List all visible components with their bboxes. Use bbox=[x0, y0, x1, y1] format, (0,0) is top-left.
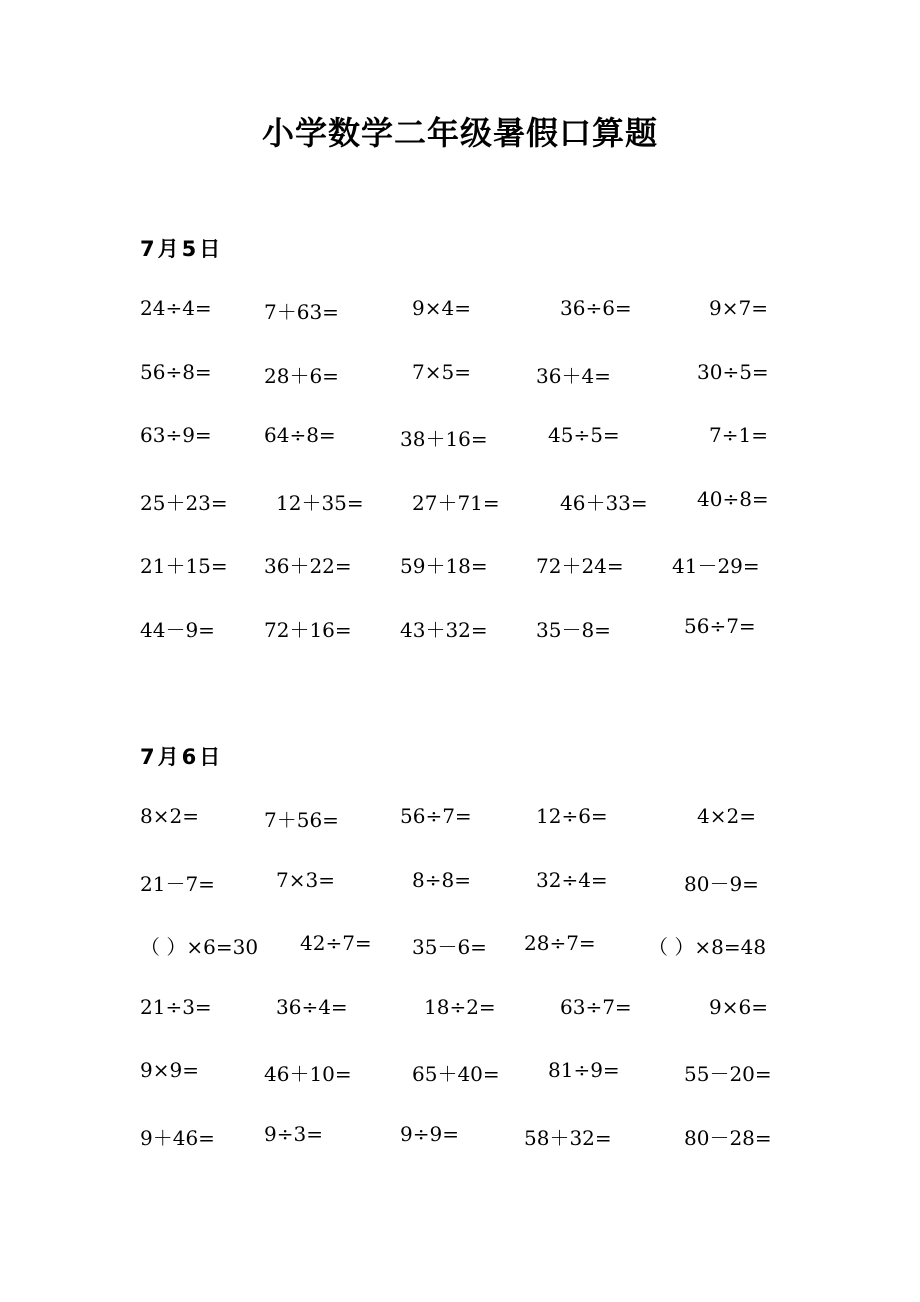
math-problem: 8×2= bbox=[140, 804, 199, 828]
math-problem: 21＋15= bbox=[140, 554, 228, 578]
math-problem: 9＋46= bbox=[140, 1126, 215, 1150]
math-problem: 58＋32= bbox=[524, 1126, 612, 1150]
math-problem: 12＋35= bbox=[276, 491, 364, 515]
math-problem: 40÷8= bbox=[697, 487, 769, 511]
math-problem: 18÷2= bbox=[424, 995, 496, 1019]
math-problem: 9÷9= bbox=[400, 1122, 459, 1146]
math-problem: 72＋24= bbox=[536, 554, 624, 578]
page-title: 小学数学二年级暑假口算题 bbox=[261, 114, 658, 152]
math-problem: 21－7= bbox=[140, 872, 215, 896]
math-problem: 63÷7= bbox=[560, 995, 632, 1019]
math-problem: 7÷1= bbox=[709, 423, 768, 447]
math-problem: 9×6= bbox=[709, 995, 768, 1019]
math-problem: 63÷9= bbox=[140, 423, 212, 447]
math-problem: 36÷6= bbox=[560, 296, 632, 320]
math-problem: 80－28= bbox=[684, 1126, 772, 1150]
section-date: 7月6日 bbox=[140, 745, 224, 769]
math-problem: 43＋32= bbox=[400, 618, 488, 642]
math-problem: 36÷4= bbox=[276, 995, 348, 1019]
math-problem: 9÷3= bbox=[264, 1122, 323, 1146]
math-problem: 32÷4= bbox=[536, 868, 608, 892]
math-problem: 27＋71= bbox=[412, 491, 500, 515]
math-problem: 7＋63= bbox=[264, 300, 339, 324]
math-problem: 25＋23= bbox=[140, 491, 228, 515]
math-problem: 12÷6= bbox=[536, 804, 608, 828]
math-problem: 45÷5= bbox=[548, 423, 620, 447]
math-problem: 35－8= bbox=[536, 618, 611, 642]
math-problem: 7×5= bbox=[412, 360, 471, 384]
math-problem: 46＋10= bbox=[264, 1062, 352, 1086]
math-problem: 44－9= bbox=[140, 618, 215, 642]
math-problem: 28÷7= bbox=[524, 931, 596, 955]
math-problem: 9×9= bbox=[140, 1058, 199, 1082]
math-problem: 80－9= bbox=[684, 872, 759, 896]
math-problem: 59＋18= bbox=[400, 554, 488, 578]
math-problem: （ ）×6=30 bbox=[140, 935, 259, 959]
math-problem: 28＋6= bbox=[264, 364, 339, 388]
math-problem: 7×3= bbox=[276, 868, 335, 892]
math-problem: 72＋16= bbox=[264, 618, 352, 642]
math-problem: 56÷8= bbox=[140, 360, 212, 384]
math-problem: 4×2= bbox=[697, 804, 756, 828]
math-problem: 24÷4= bbox=[140, 296, 212, 320]
math-problem: 30÷5= bbox=[697, 360, 769, 384]
math-problem: 42÷7= bbox=[300, 931, 372, 955]
math-problem: 46＋33= bbox=[560, 491, 648, 515]
math-problem: 38＋16= bbox=[400, 427, 488, 451]
math-problem: 81÷9= bbox=[548, 1058, 620, 1082]
math-problem: 55－20= bbox=[684, 1062, 772, 1086]
math-problem: 56÷7= bbox=[400, 804, 472, 828]
math-problem: 64÷8= bbox=[264, 423, 336, 447]
math-problem: 41－29= bbox=[672, 554, 760, 578]
math-problem: 65＋40= bbox=[412, 1062, 500, 1086]
math-problem: 56÷7= bbox=[684, 614, 756, 638]
math-problem: 36＋22= bbox=[264, 554, 352, 578]
math-problem: （ ）×8=48 bbox=[648, 935, 767, 959]
math-problem: 21÷3= bbox=[140, 995, 212, 1019]
math-problem: 9×4= bbox=[412, 296, 471, 320]
math-problem: 36＋4= bbox=[536, 364, 611, 388]
math-problem: 8÷8= bbox=[412, 868, 471, 892]
math-problem: 35－6= bbox=[412, 935, 487, 959]
section-date: 7月5日 bbox=[140, 237, 224, 261]
math-problem: 9×7= bbox=[709, 296, 768, 320]
math-problem: 7＋56= bbox=[264, 808, 339, 832]
